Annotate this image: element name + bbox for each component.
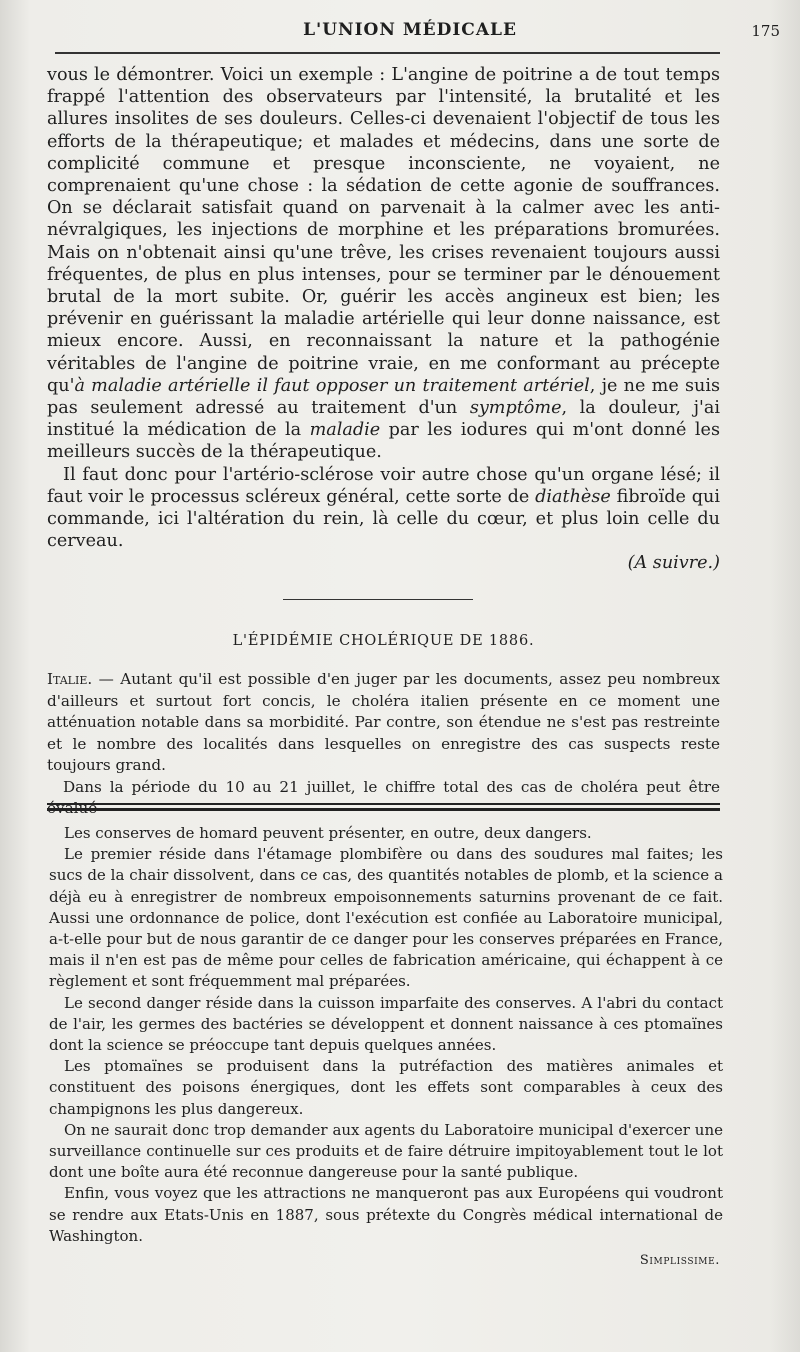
italic-maladie: maladie: [309, 420, 381, 441]
to-follow-line: [47, 552, 720, 574]
journal-title: L'UNION MÉDICALE: [303, 20, 517, 40]
lead-word-italie: Italie.: [47, 670, 93, 688]
feuilleton-rule-bottom: [47, 808, 720, 811]
feuilleton-paragraph: Les conserves de homard peuvent présenter, en outre, deux dangers.: [64, 824, 592, 842]
feuilleton-paragraph: Les ptomaïnes se produisent dans la putréfaction des matières animales et constituent des poisons énergiques, dont les effets sont comparables à ceux des champignons les plus dangereux.: [49, 1057, 723, 1118]
main-paragraph-1: vous le démontrer. Voici un exemple : L'angine de poitrine a de tout temps frappé l'attention des observateurs par l'intensité, la brutalité et les allures insolites de ses douleurs. Celles-ci devenaient l'objectif de tous les efforts de la thérapeutique; et malades et médecins, dans une sorte de complicité commune et presque inconsciente, ne voyaient, ne comprenaient qu'une chose : la sédation de cette agonie de souffrances. On se déclarait satisfait quand on parvenait à la calmer avec les anti-névralgiques, les injections de morphine et les préparations bromurées. Mais on n'obtenait ainsi qu'une trêve, les crises revenaient toujours aussi fréquentes, de plus en plus intenses, pour se terminer par le dénouement brutal de la mort subite. Or, guérir les accès angineux est bien; les prévenir en guérissant la maladie artérielle qui leur donne naissance, est mieux encore. Aussi, en reconnaissant la nature et la pathogénie véritables de l'angine de poitrine vraie, en me conformant au précepte qu'à maladie artérielle il faut opposer un traitement artériel, je ne me suis pas seulement adressé au traitement d'un symptôme, la douleur, j'ai institué la médication de la maladie par les iodures qui m'ont donné les meilleurs succès de la thérapeutique.: [47, 65, 720, 463]
feuilleton-paragraph: Le second danger réside dans la cuisson imparfaite des conserves. A l'abri du contact de l'air, les germes des bactéries se développent et donnent naissance à ces ptomaïnes dont la science se préoccupe tant depuis quelques années.: [49, 993, 723, 1055]
feuilleton-rule-top: [47, 803, 720, 805]
cholera-section-title: L'ÉPIDÉMIE CHOLÉRIQUE DE 1886.: [232, 633, 535, 649]
page-number: 175: [751, 22, 780, 40]
feuilleton: [49, 823, 723, 1247]
cholera-paragraph-2: Dans la période du 10 au 21 juillet, le chiffre total des cas de choléra peut être: [63, 777, 720, 796]
italic-symptome: symptôme: [469, 398, 562, 419]
feuilleton-paragraph: On ne saurait donc trop demander aux agents du Laboratoire municipal d'exercer une surveillance continuelle sur ces produits et de faire détruire impitoyablement tout le lot dont une boîte aura été reconnue dangereuse pour la santé publique.: [49, 1120, 723, 1182]
cholera-article: [47, 669, 720, 820]
header-rule: [55, 52, 720, 54]
author-signature: Simplissime.: [639, 1253, 720, 1268]
cholera-paragraph-1: Italie. — Autant qu'il est possible d'en juger par les documents, assez peu nombreux d'ailleurs et surtout fort concis, le choléra italien présente en ce moment une atténuation notable dans sa morbidité. Par contre, son étendue ne s'est pas restreinte et le nombre des localités dans lesquelles on enregistre des cas suspects reste toujours grand.: [47, 670, 720, 774]
to-be-continued: (A suivre.): [627, 553, 720, 574]
page-header: [40, 20, 780, 46]
italic-diathese: diathèse: [535, 486, 611, 507]
italic-precept: à maladie artérielle il faut opposer un traitement artériel: [74, 375, 590, 396]
feuilleton-paragraph: Le premier réside dans l'étamage plombifère ou dans des soudures mal faites; les sucs de la chair dissolvent, dans ce cas, des quantités notables de plomb, et la science a déjà eu à enregistrer de nombreux empoisonnements saturnins provenant de ce fait. Aussi une ordonnance de police, dont l'exécution est confiée au Laboratoire municipal, a-t-elle pour but de nous garantir de ce danger pour les conserves préparées en France, mais il n'en est pas de même pour celles de fabrication américaine, qui échappent à ce règlement et sont fréquemment mal préparées.: [49, 845, 723, 991]
feuilleton-paragraph: Enfin, vous voyez que les attractions ne manqueront pas aux Européens qui voudront se rendre aux Etats-Unis en 1887, sous prétexte du Congrès médical international de Washington.: [49, 1184, 723, 1245]
main-article: [47, 64, 720, 575]
section-separator: [283, 599, 473, 600]
main-paragraph-2: Il faut donc pour l'artério-sclérose voir autre chose qu'un organe lésé; il faut voir le processus scléreux général, cette sorte de diathèse fibroïde qui commande, ici l'altération du rein, là celle du cœur, et plus loin celle du cerveau.: [47, 464, 720, 552]
